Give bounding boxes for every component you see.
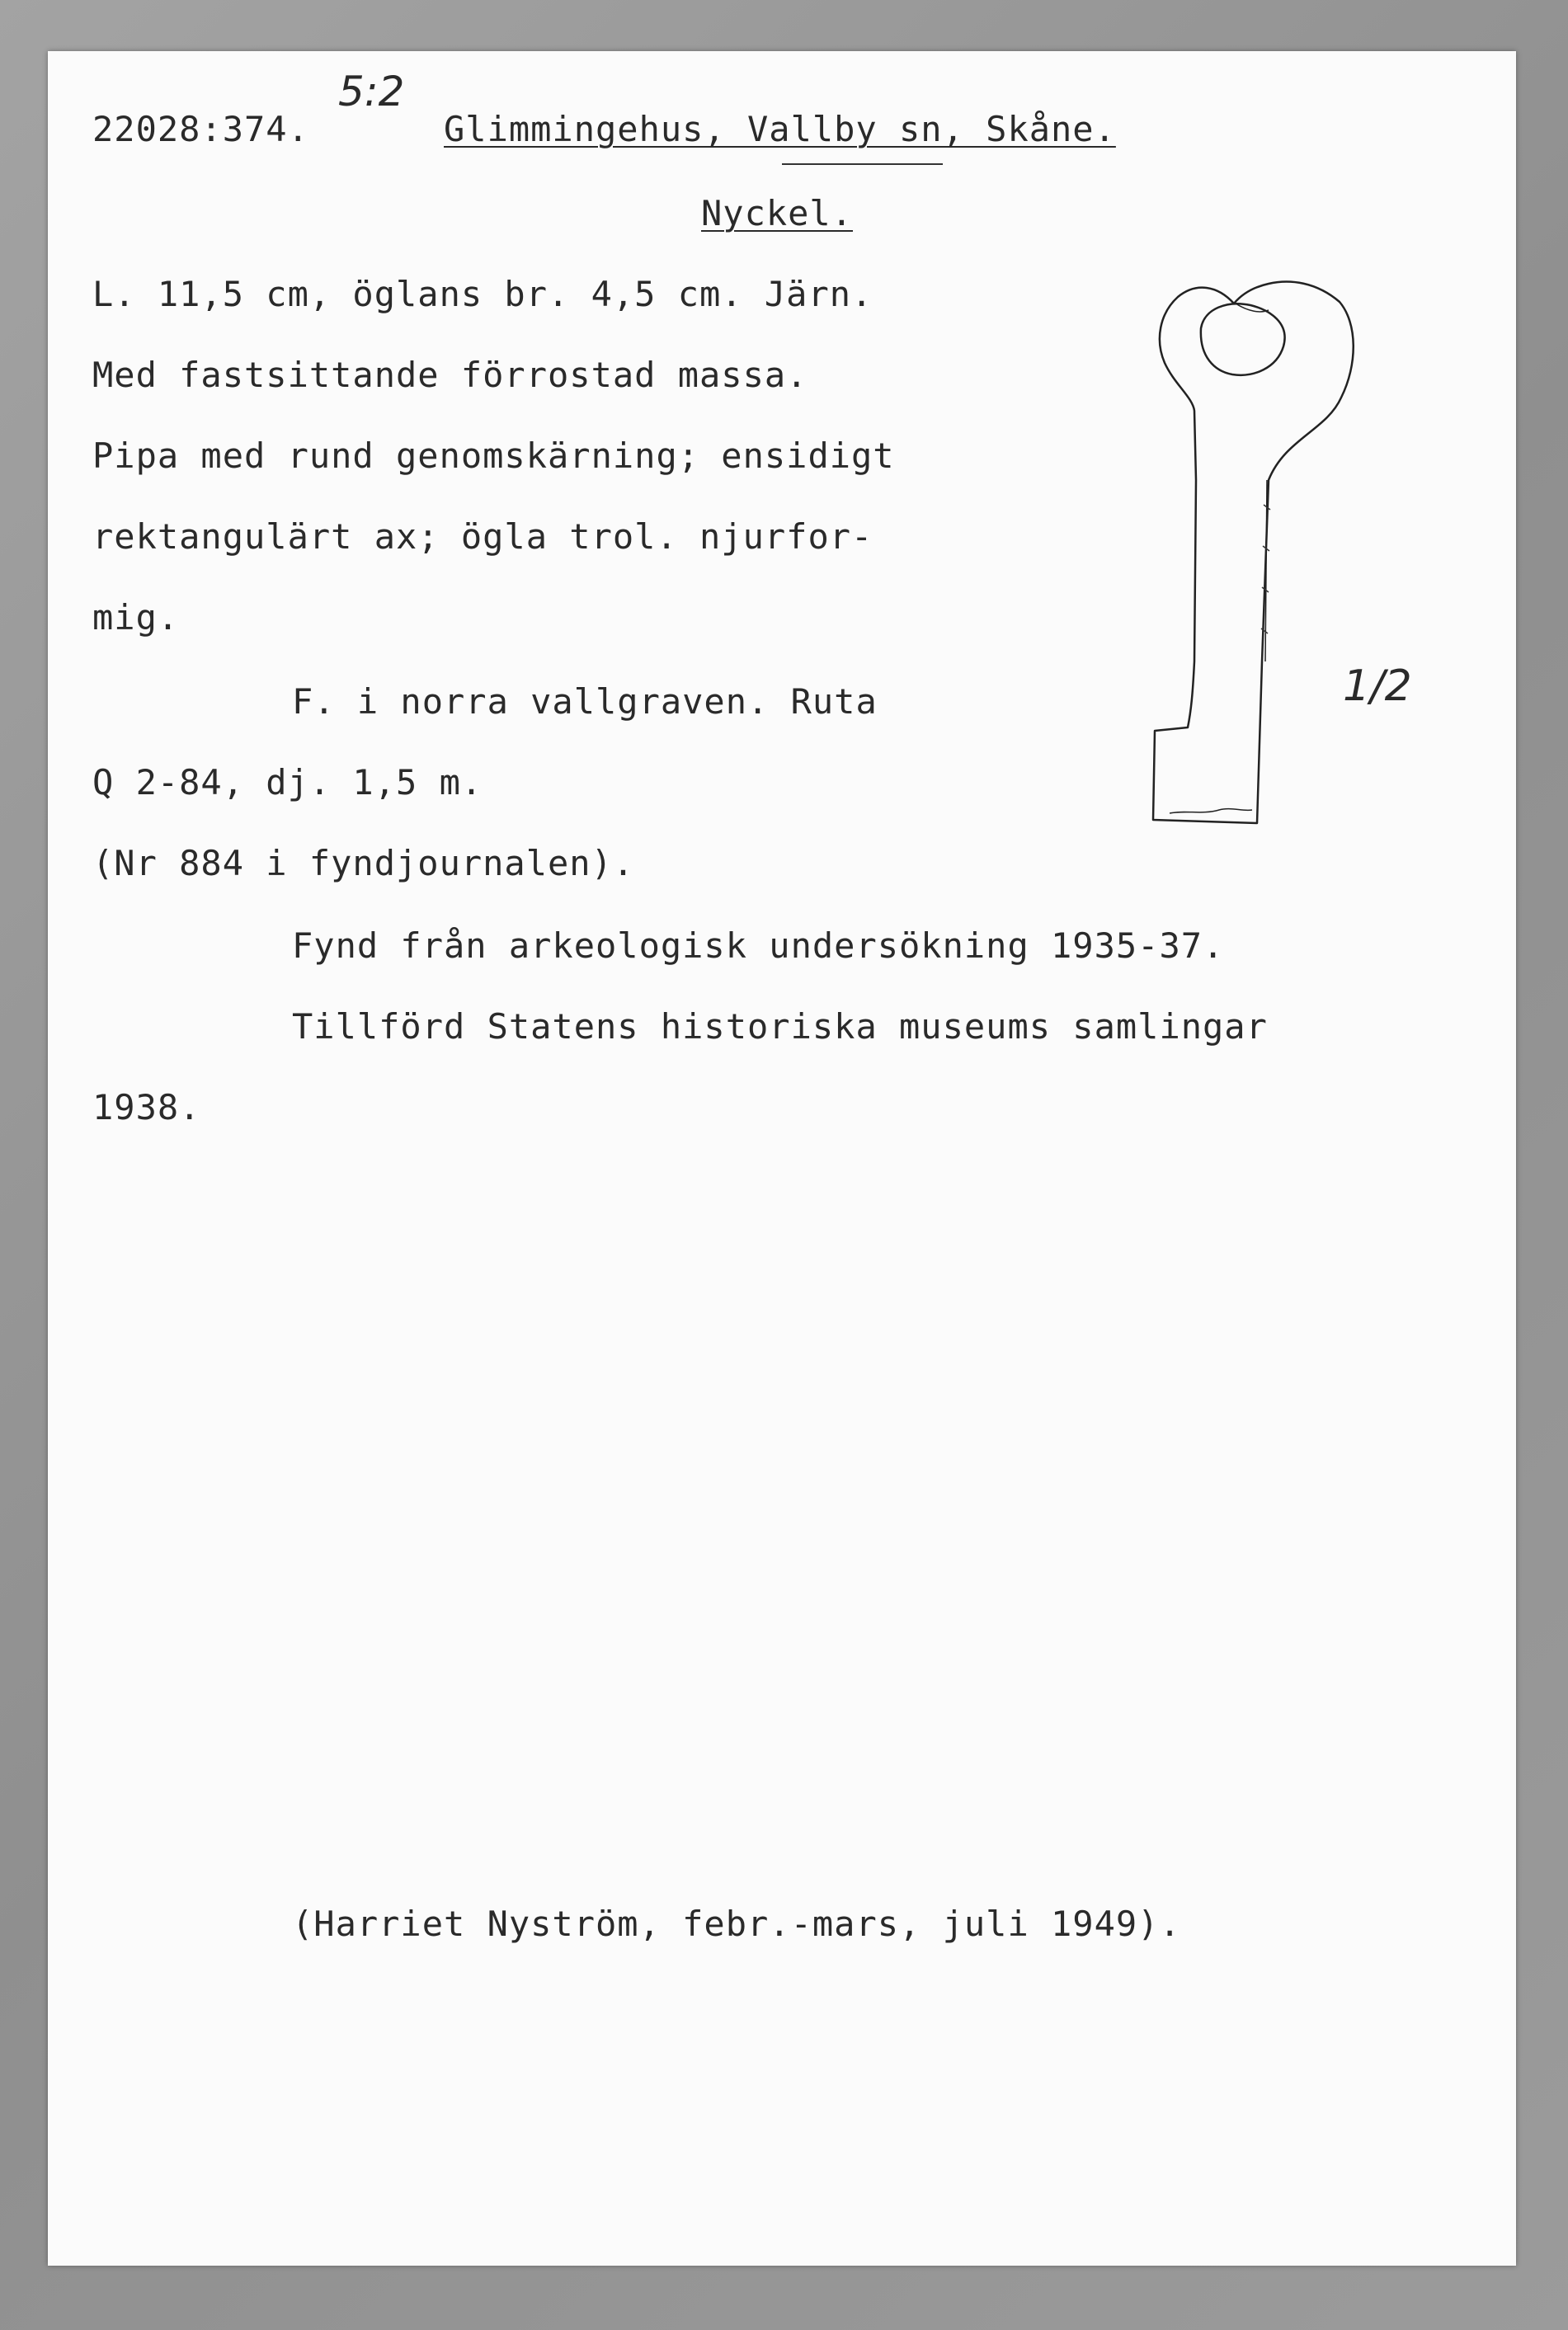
key-drawing	[1145, 233, 1417, 892]
description-line: L. 11,5 cm, öglans br. 4,5 cm. Järn.	[92, 274, 873, 314]
description-line: rektangulärt ax; ögla trol. njurfor-	[92, 516, 873, 557]
locality-double-underline	[782, 163, 943, 165]
catalogue-card	[48, 51, 1516, 2266]
key-bow-hole	[1201, 304, 1285, 374]
object-name: Nyckel.	[701, 193, 854, 233]
provenance-line: 1938.	[92, 1087, 201, 1127]
find-line: F. i norra vallgraven. Ruta	[292, 681, 878, 722]
description-line: Pipa med rund genomskärning; ensidigt	[92, 435, 895, 476]
inventory-number: 22028:374.	[92, 109, 309, 149]
find-line: (Nr 884 i fyndjournalen).	[92, 843, 635, 883]
handwritten-shelf-mark: 5:2	[338, 68, 405, 115]
locality-heading: Glimmingehus, Vallby sn, Skåne.	[444, 109, 1116, 149]
find-line: Q 2-84, dj. 1,5 m.	[92, 762, 483, 803]
description-line: mig.	[92, 597, 180, 638]
key-outline	[1153, 282, 1354, 823]
provenance-line: Tillförd Statens historiska museums samlingar	[292, 1006, 1268, 1047]
handwritten-scale: 1/2	[1343, 661, 1412, 711]
description-line: Med fastsittande förrostad massa.	[92, 355, 808, 395]
author-line: (Harriet Nyström, febr.-mars, juli 1949).	[292, 1904, 1181, 1944]
provenance-line: Fynd från arkeologisk undersökning 1935-37.	[292, 925, 1225, 966]
